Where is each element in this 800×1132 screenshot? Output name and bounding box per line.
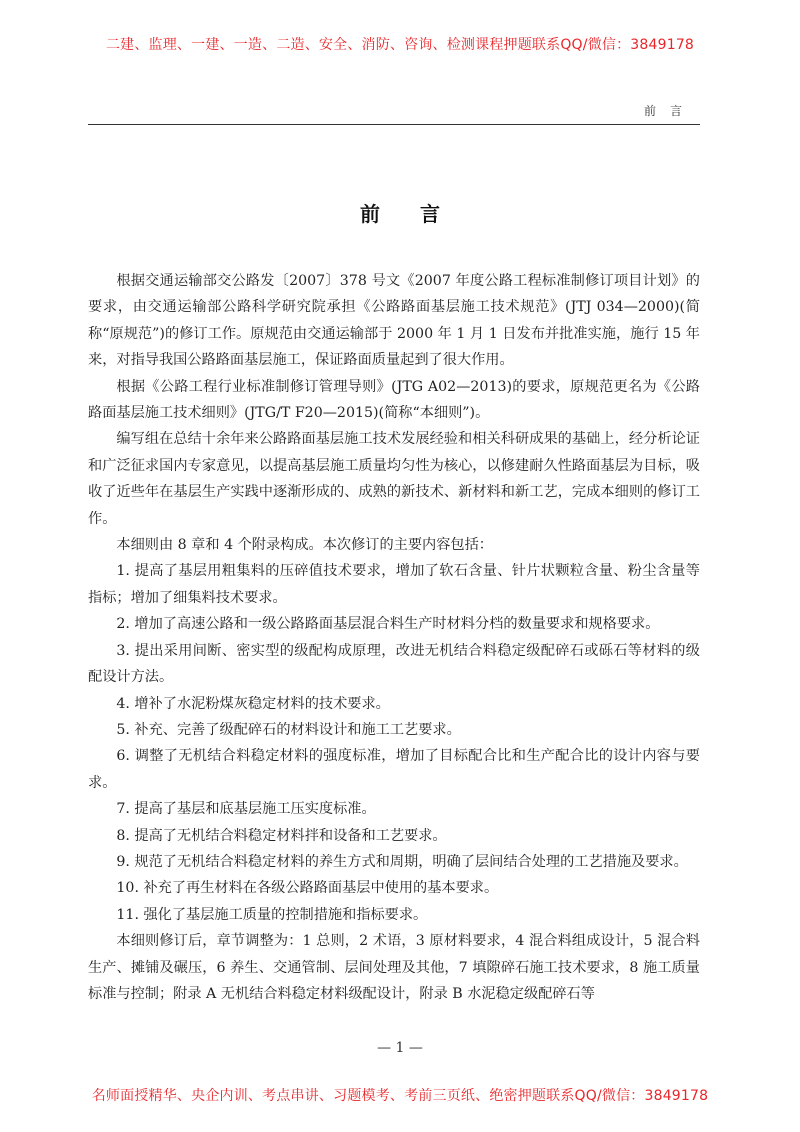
paragraph: 根据交通运输部交公路发〔2007〕378 号文《2007 年度公路工程标准制修订项目计划》的要求，由交通运输部公路科学研究院承担《公路路面基层施工技术规范》(JTJ 034—2000)(简称“原规范”)的修订工作。原规范由交通运输部于 2000 年 1 月 1 日发布并批准实施，施行 15 年来，对指导我国公路路面基层施工，保证路面质量起到了很大作用。 — [88, 273, 700, 369]
paragraph: 本细则修订后，章节调整为：1 总则，2 术语，3 原材料要求，4 混合料组成设计，5 混合料生产、摊铺及碾压，6 养生、交通管制、层间处理及其他，7 填隙碎石施工技术要求，8 施工质量标准与控制；附录 A 无机结合料稳定材料级配设计，附录 B 水泥稳定级配碎石等 — [88, 933, 700, 1002]
page-title: 前言 — [360, 202, 480, 226]
list-item: 1. 提高了基层用粗集料的压碎值技术要求，增加了软石含量、针片状颗粒含量、粉尘含量等指标；增加了细集料技术要求。 — [88, 563, 700, 606]
paragraph: 根据《公路工程行业标准制修订管理导则》(JTG A02—2013)的要求，原规范更名为《公路路面基层施工技术细则》(JTG/T F20—2015)(简称“本细则”)。 — [88, 378, 700, 422]
page-number: — 1 — — [377, 1040, 423, 1056]
list-item: 2. 增加了高速公路和一级公路路面基层混合料生产时材料分档的数量要求和规格要求。 — [116, 616, 660, 633]
list-item: 5. 补充、完善了级配碎石的材料设计和施工工艺要求。 — [116, 721, 461, 738]
paragraph: 编写组在总结十余年来公路路面基层施工技术发展经验和相关科研成果的基础上，经分析论证和广泛征求国内专家意见，以提高基层施工质量均匀性为核心，以修建耐久性路面基层为目标，吸收了近些年在基层生产实践中逐渐形成的、成熟的新技术、新材料和新工艺，完成本细则的修订工作。 — [88, 431, 700, 527]
list-item: 9. 规范了无机结合料稳定材料的养生方式和周期，明确了层间结合处理的工艺措施及要求。 — [116, 853, 688, 870]
list-item: 11. 强化了基层施工质量的控制措施和指标要求。 — [116, 906, 428, 923]
list-item: 6. 调整了无机结合料稳定材料的强度标准，增加了目标配合比和生产配合比的设计内容与要求。 — [88, 748, 700, 791]
list-item: 10. 补充了再生材料在各级公路路面基层中使用的基本要求。 — [116, 880, 499, 897]
list-item: 4. 增补了水泥粉煤灰稳定材料的技术要求。 — [116, 695, 390, 712]
running-head: 前言 — [643, 104, 696, 118]
header-rule — [88, 124, 700, 125]
list-item: 7. 提高了基层和底基层施工压实度标准。 — [116, 801, 376, 818]
promo-banner-top: 二建、监理、一建、一造、二造、安全、消防、咨询、检测课程押题联系QQ/微信：3849178 — [105, 37, 695, 53]
promo-banner-bottom: 名师面授精华、央企内训、考点串讲、习题模考、考前三页纸、绝密押题联系QQ/微信：3849178 — [91, 1088, 709, 1104]
body-text — [88, 268, 700, 1007]
paragraph: 本细则由 8 章和 4 个附录构成。本次修订的主要内容包括： — [116, 537, 493, 554]
list-item: 3. 提出采用间断、密实型的级配构成原理，改进无机结合料稳定级配碎石或砾石等材料的级配设计方法。 — [88, 642, 700, 686]
list-item: 8. 提高了无机结合料稳定材料拌和设备和工艺要求。 — [116, 827, 447, 844]
